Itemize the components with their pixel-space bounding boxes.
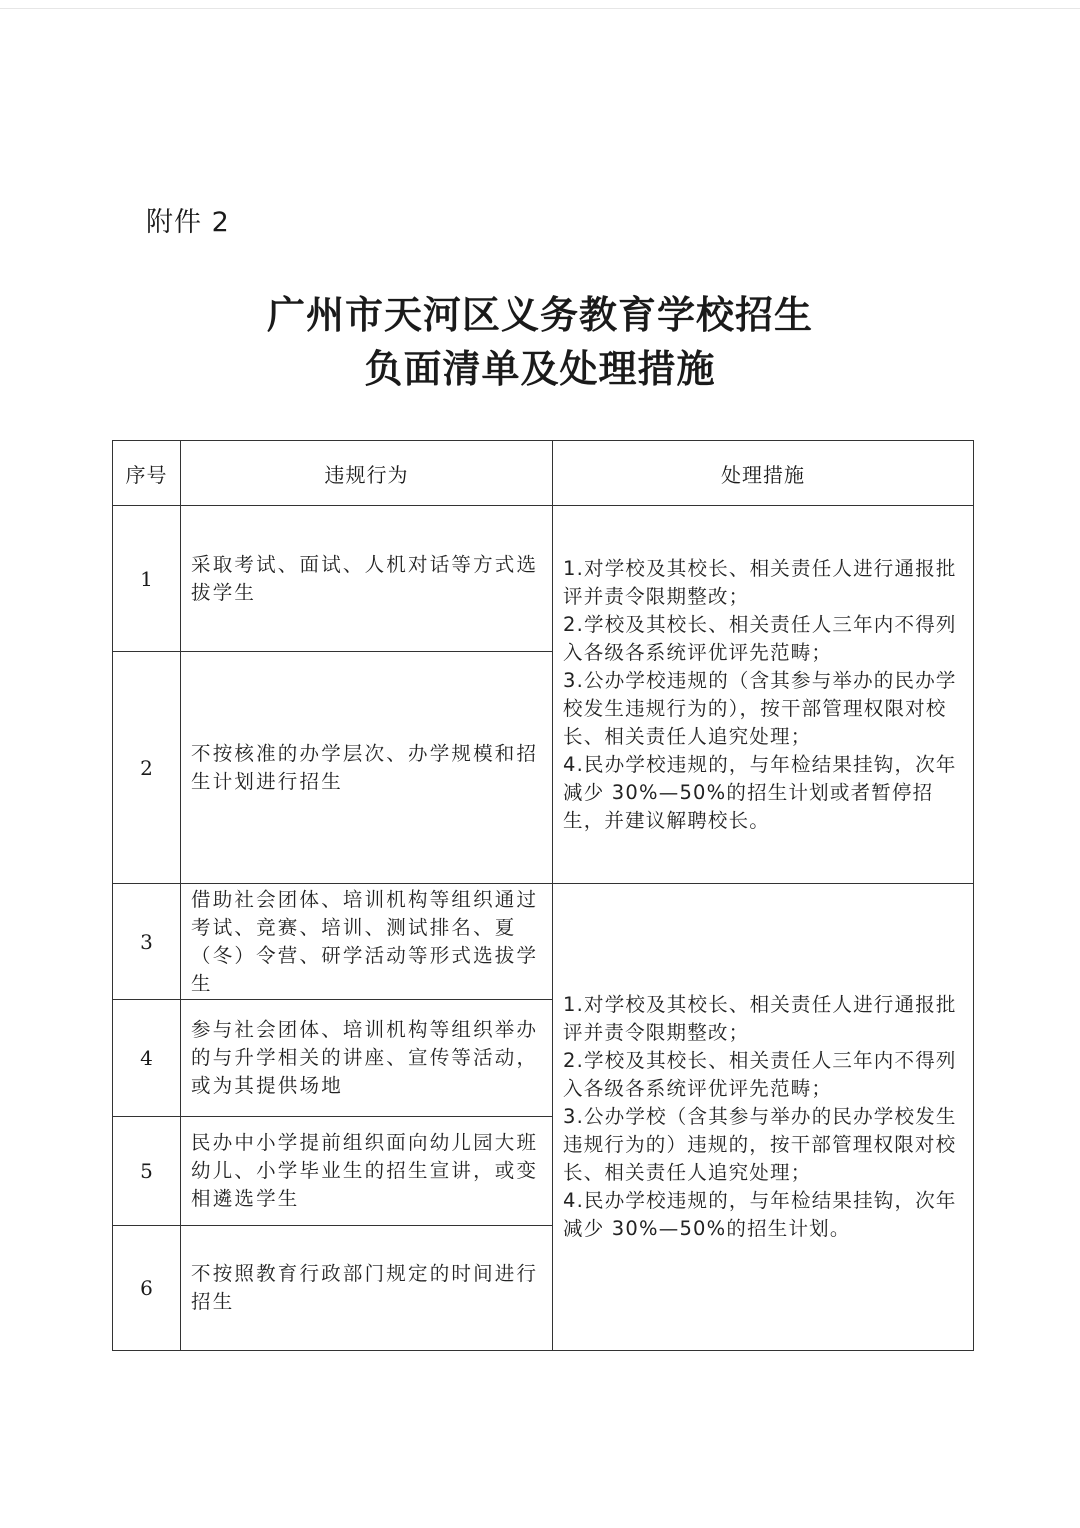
- header-serial-number: 序号: [113, 441, 181, 506]
- row-number: 3: [113, 884, 181, 1000]
- row-number: 2: [113, 652, 181, 884]
- header-violation: 违规行为: [181, 441, 553, 506]
- violation-text: 民办中小学提前组织面向幼儿园大班幼儿、小学毕业生的招生宣讲，或变相遴选学生: [181, 1117, 553, 1226]
- title-line-2: 负面清单及处理措施: [364, 346, 716, 391]
- negative-list-table: [112, 440, 974, 1351]
- row-number: 4: [113, 1000, 181, 1117]
- measure-item: 1.对学校及其校长、相关责任人进行通报批评并责令限期整改；: [563, 556, 957, 608]
- measure-cell-group-2: [553, 884, 974, 1351]
- row-number: 1: [113, 506, 181, 652]
- violation-text: 不按核准的办学层次、办学规模和招生计划进行招生: [181, 652, 553, 884]
- violation-text: 借助社会团体、培训机构等组织通过考试、竞赛、培训、测试排名、夏（冬）令营、研学活动等形式选拔学生: [181, 884, 553, 1000]
- measure-item: 3.公办学校（含其参与举办的民办学校发生违规行为的）违规的，按干部管理权限对校长、相关责任人追究处理；: [563, 1105, 957, 1184]
- row-number: 6: [113, 1226, 181, 1351]
- measure-cell-group-1: [553, 506, 974, 884]
- violation-text: 参与社会团体、培训机构等组织举办的与升学相关的讲座、宣传等活动，或为其提供场地: [181, 1000, 553, 1117]
- table-row: [113, 884, 974, 1000]
- header-measure: 处理措施: [553, 441, 974, 506]
- attachment-label: 附件 2: [146, 207, 230, 238]
- measure-item: 4.民办学校违规的，与年检结果挂钩，次年减少 30%—50%的招生计划或者暂停招生，并建议解聘校长。: [563, 752, 957, 832]
- violation-text: 采取考试、面试、人机对话等方式选拔学生: [181, 506, 553, 652]
- row-number: 5: [113, 1117, 181, 1226]
- title-line-1: 广州市天河区义务教育学校招生: [266, 292, 813, 337]
- measure-item: 4.民办学校违规的，与年检结果挂钩，次年减少 30%—50%的招生计划。: [563, 1189, 957, 1240]
- page-top-edge: [0, 8, 1080, 9]
- table-row: [113, 506, 974, 652]
- violation-text: 不按照教育行政部门规定的时间进行招生: [181, 1226, 553, 1351]
- measure-item: 3.公办学校违规的（含其参与举办的民办学校发生违规行为的），按干部管理权限对校长、相关责任人追究处理；: [563, 668, 957, 748]
- measure-item: 2.学校及其校长、相关责任人三年内不得列入各级各系统评优评先范畴；: [563, 1049, 957, 1100]
- measure-item: 2.学校及其校长、相关责任人三年内不得列入各级各系统评优评先范畴；: [563, 612, 957, 664]
- document-title: [0, 288, 1080, 396]
- table-header-row: [113, 441, 974, 506]
- measure-item: 1.对学校及其校长、相关责任人进行通报批评并责令限期整改；: [563, 993, 957, 1044]
